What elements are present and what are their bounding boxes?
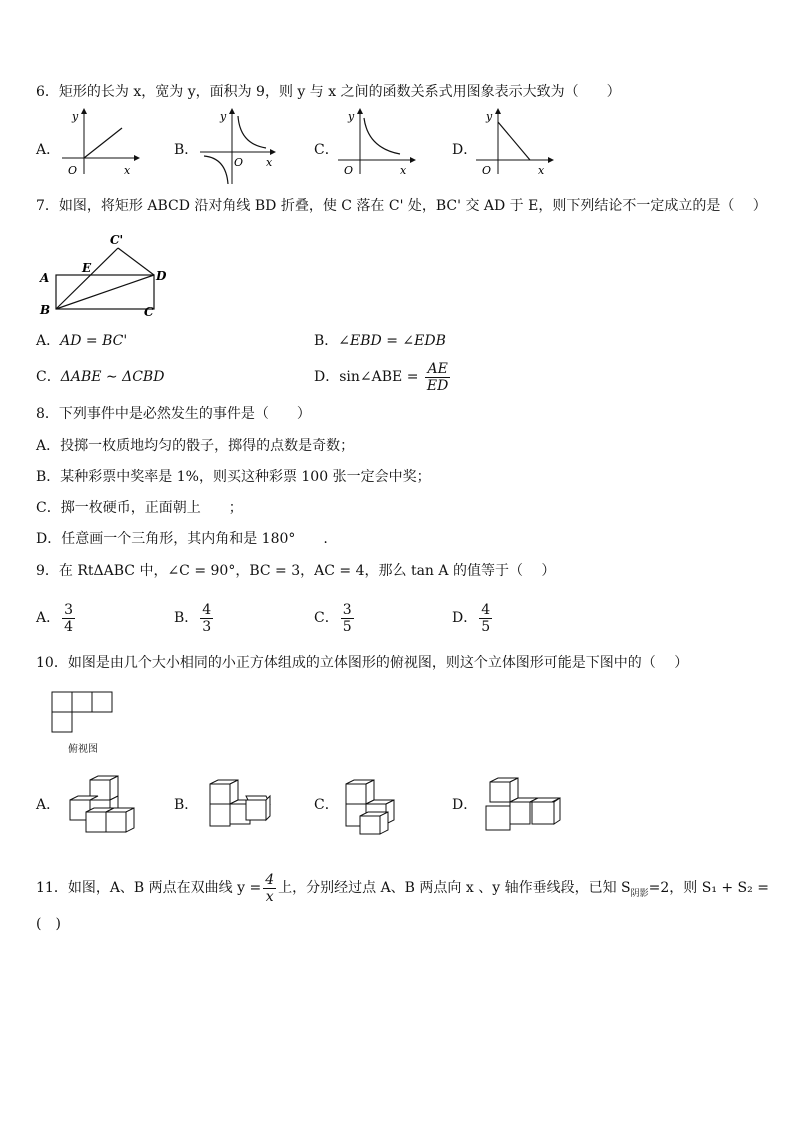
q8-option-b: B．某种彩票中奖率是 1%，则买这种彩票 100 张一定会中奖； <box>36 469 431 485</box>
q6-option-b-letter: B． <box>174 142 199 158</box>
q11-stem-pre: 11．如图，A、B 两点在双曲线 y = <box>36 880 262 896</box>
q9-option-a-num: 3 <box>64 601 74 618</box>
q6d-origin-label: O <box>482 164 492 177</box>
q6c-y-label: y <box>348 110 355 123</box>
question-7-stem: 7．如图，将矩形 ABCD 沿对角线 BD 折叠，使 C 落在 C' 处，BC' 交 AD 于 E，则下列结论不一定成立的是（ ） <box>36 198 767 214</box>
q6-option-a-letter: A． <box>36 142 61 158</box>
q9-option-a-den: 4 <box>64 618 74 635</box>
q6-graph-a <box>62 108 142 178</box>
q9-option-a <box>36 598 77 638</box>
q9-option-d-fraction <box>479 602 492 635</box>
q9-option-c-letter: C． <box>314 610 339 626</box>
question-8-stem: 8．下列事件中是必然发生的事件是（ ） <box>36 406 311 422</box>
q9-option-a-letter: A． <box>36 610 61 626</box>
q10-top-view-caption: 俯视图 <box>68 744 98 755</box>
q7-option-d-letter: D． <box>314 369 340 385</box>
q10-option-a-letter: A． <box>36 797 61 813</box>
q6b-origin-label: O <box>234 156 244 169</box>
q6b-x-label: x <box>266 156 273 169</box>
q11-stem-end: =2，则 S₁ + S₂ = <box>648 880 769 896</box>
q7-option-a <box>36 331 127 351</box>
q11-subscript: 阴影 <box>630 888 649 899</box>
q8-option-d: D．任意画一个三角形，其内角和是 180° . <box>36 531 328 547</box>
q10-top-view <box>52 692 122 742</box>
q10-cube-figure-a <box>68 776 148 836</box>
q6-option-d-letter: D． <box>452 142 478 158</box>
q7-option-d-pre: sin∠ABE = <box>339 369 419 385</box>
q6b-y-label: y <box>220 110 227 123</box>
q9-option-d-letter: D． <box>452 610 478 626</box>
q9-option-c-num: 3 <box>342 601 352 618</box>
q7-option-c-text: ΔABE ∼ ΔCBD <box>60 369 165 385</box>
q10-option-b-letter: B． <box>174 797 199 813</box>
q9-option-b-fraction <box>200 602 213 635</box>
q11-frac-num: 4 <box>265 871 275 888</box>
q6a-origin-label: O <box>68 164 78 177</box>
question-6-stem: 6．矩形的长为 x，宽为 y，面积为 9，则 y 与 x 之间的函数关系式用图象表示大致为（ ） <box>36 84 621 100</box>
q9-option-b <box>174 598 215 638</box>
q7-label-c: C <box>144 305 154 319</box>
q9-option-d-den: 5 <box>481 618 491 635</box>
q7-option-a-letter: A． <box>36 333 61 349</box>
q9-option-b-num: 4 <box>202 601 212 618</box>
q8-option-a: A．投掷一枚质地均匀的骰子，掷得的点数是奇数； <box>36 438 355 454</box>
q7-option-d-fraction <box>425 361 450 394</box>
q6a-x-label: x <box>124 164 131 177</box>
question-11-stem <box>36 868 769 914</box>
q10-cube-figure-c <box>344 776 414 836</box>
q6c-x-label: x <box>400 164 407 177</box>
q7-option-b <box>314 331 446 351</box>
q7-label-d: D <box>156 269 167 283</box>
q7-option-d-num: AE <box>427 360 448 377</box>
q9-option-c <box>314 598 356 638</box>
q7-option-a-text: AD = BC' <box>60 333 128 349</box>
q10-option-d-letter: D． <box>452 797 478 813</box>
q11-fraction <box>263 872 276 905</box>
q7-option-b-text: ∠EBD = ∠EDB <box>338 333 446 349</box>
q6-graph-c <box>338 108 418 178</box>
q9-option-c-fraction <box>341 602 354 635</box>
question-10-stem: 10．如图是由几个大小相同的小正方体组成的立体图形的俯视图，则这个立体图形可能是下图中的（ ） <box>36 655 689 671</box>
q6-option-c-letter: C． <box>314 142 339 158</box>
q6a-y-label: y <box>72 110 79 123</box>
q9-option-a-fraction <box>62 602 75 635</box>
q11-stem-post: 上，分别经过点 A、B 两点向 x 、y 轴作垂线段，已知 S <box>278 880 631 896</box>
q9-option-c-den: 5 <box>342 618 352 635</box>
q9-option-b-letter: B． <box>174 610 199 626</box>
q6c-origin-label: O <box>344 164 354 177</box>
q10-cube-figure-d <box>484 776 574 836</box>
q9-option-d-num: 4 <box>481 601 491 618</box>
q7-fold-figure <box>36 232 166 322</box>
q7-label-e: E <box>82 261 92 275</box>
q7-option-c-letter: C． <box>36 369 61 385</box>
q7-option-c <box>36 367 164 387</box>
q11-answer-paren: ( ) <box>36 916 61 932</box>
q7-label-a: A <box>40 271 50 285</box>
q9-option-b-den: 3 <box>202 618 212 635</box>
q7-label-b: B <box>40 303 51 317</box>
q7-option-b-letter: B． <box>314 333 339 349</box>
q11-frac-den: x <box>265 888 274 905</box>
q6d-x-label: x <box>538 164 545 177</box>
q7-label-cprime: C' <box>110 233 124 247</box>
q10-cube-figure-b <box>208 776 278 836</box>
question-9-stem: 9．在 RtΔABC 中，∠C = 90°，BC = 3，AC = 4，那么 tan A 的值等于（ ） <box>36 563 556 579</box>
q9-option-d <box>452 598 494 638</box>
q6-graph-d <box>476 108 556 178</box>
q6-graph-b <box>200 108 280 188</box>
q7-option-d-den: ED <box>426 377 449 394</box>
q8-option-c: C．掷一枚硬币，正面朝上 ； <box>36 500 243 516</box>
q7-option-d <box>314 357 452 397</box>
q10-option-c-letter: C． <box>314 797 339 813</box>
q6d-y-label: y <box>486 110 493 123</box>
